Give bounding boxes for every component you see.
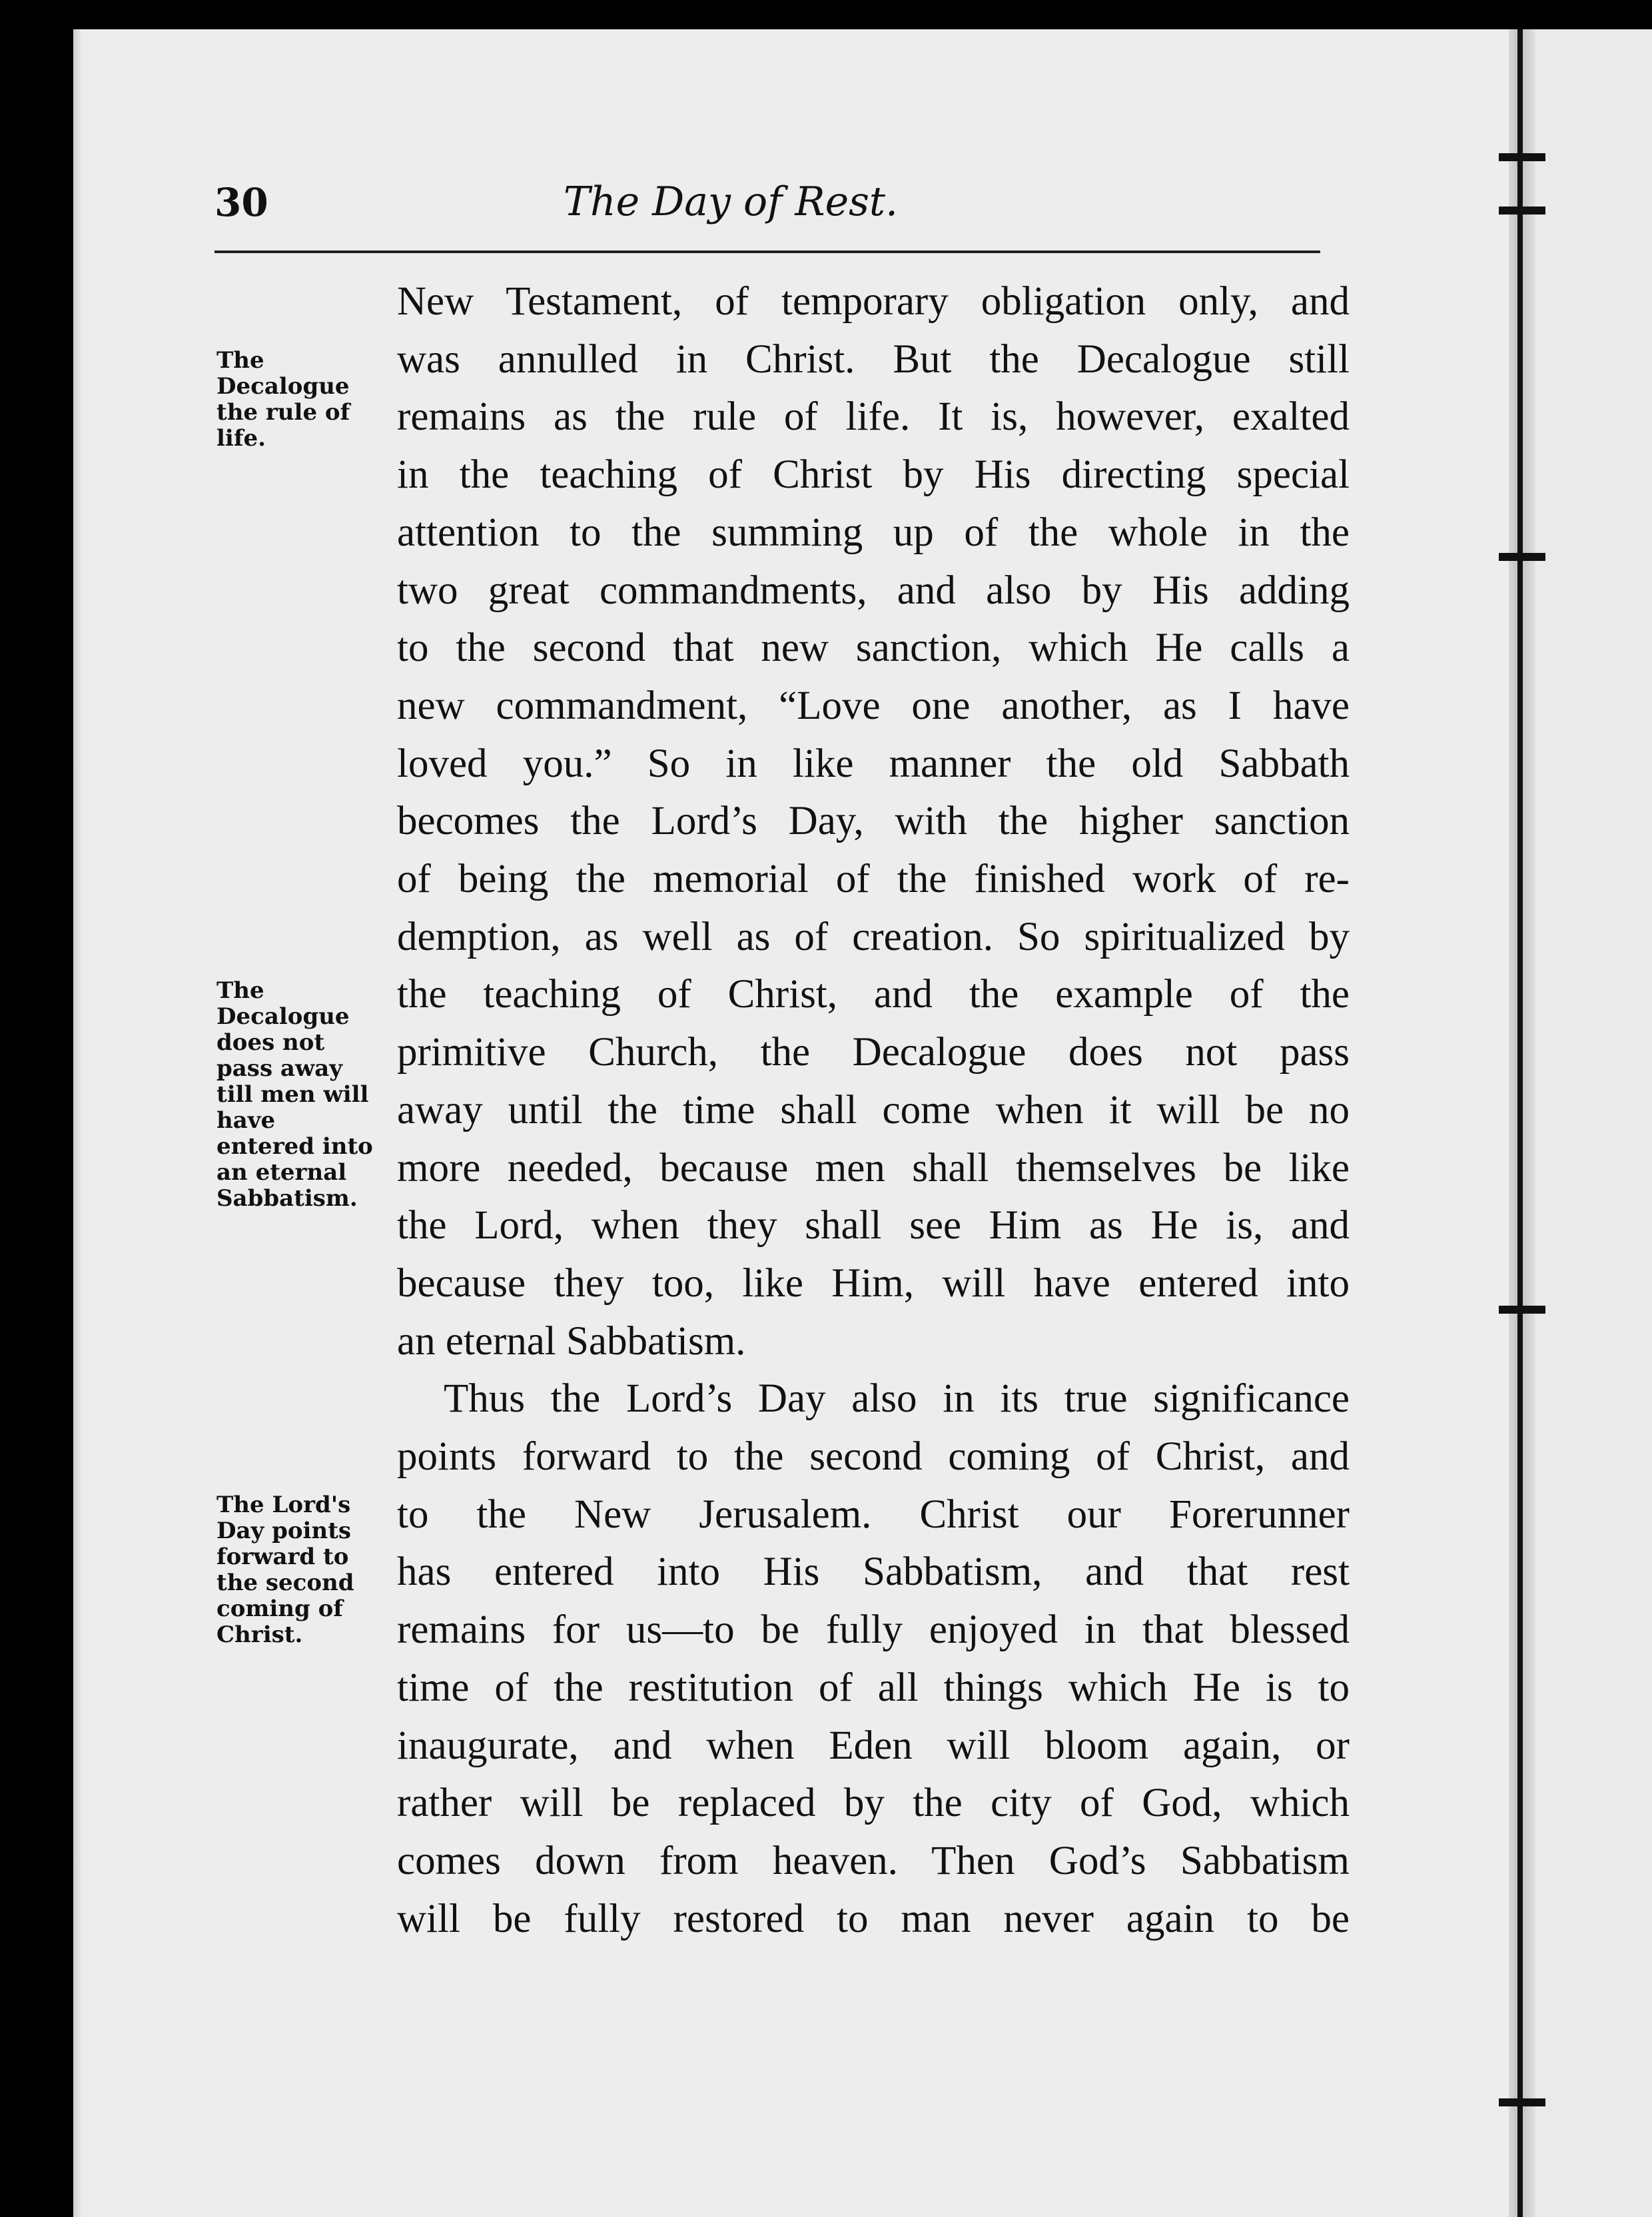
text-line: was annulled in Christ. But the Decalogue still — [397, 336, 1350, 382]
paragraph — [397, 273, 1350, 1370]
text-line: has entered into His Sabbatism, and that rest — [397, 1550, 1350, 1595]
page-left-edge — [73, 29, 83, 2217]
text-line: becomes the Lord’s Day, with the higher sanction — [397, 799, 1350, 844]
text-line: of being the memorial of the finished work of re- — [397, 857, 1350, 902]
text-line: New Testament, of temporary obligation only, and — [397, 279, 1350, 324]
text-line: more needed, because men shall themselves be like — [397, 1145, 1350, 1190]
sidenote-decalogue-not-pass: The Decalogue does not pass away till men will have entered into an eternal Sabbatism. — [216, 977, 373, 1212]
text-line: an eternal Sabbatism. — [397, 1318, 746, 1364]
binding-thread — [1517, 29, 1523, 2217]
text-line: the Lord, when they shall see Him as He is, and — [397, 1203, 1350, 1248]
text-line: Thus the Lord’s Day also in its true significance — [444, 1376, 1350, 1422]
binding-stitch — [1499, 153, 1545, 161]
text-line: two great commandments, and also by His adding — [397, 568, 1350, 613]
text-line: to the second that new sanction, which He calls a — [397, 626, 1350, 671]
text-line: time of the restitution of all things which He is to — [397, 1665, 1350, 1710]
sidenote-decalogue-rule: The Decalogue the rule of life. — [216, 347, 350, 452]
text-line: loved you.” So in like manner the old Sabbath — [397, 741, 1350, 786]
text-line: rather will be replaced by the city of God, which — [397, 1781, 1350, 1826]
text-line: inaugurate, and when Eden will bloom again, or — [397, 1723, 1350, 1768]
binding-stitch — [1499, 2098, 1545, 2106]
text-line: away until the time shall come when it will be no — [397, 1087, 1350, 1132]
binding-stitch — [1499, 1306, 1545, 1314]
text-line: primitive Church, the Decalogue does not pass — [397, 1030, 1350, 1075]
text-line: new commandment, “Love one another, as I have — [397, 683, 1350, 728]
text-line: points forward to the second coming of Christ, and — [397, 1434, 1350, 1480]
sidenote-lords-day: The Lord's Day points forward to the second coming of Christ. — [216, 1492, 354, 1648]
running-title: The Day of Rest. — [563, 179, 899, 225]
header-rule — [214, 250, 1320, 253]
facing-page-edge — [1535, 29, 1652, 2217]
text-line: because they too, like Him, will have entered into — [397, 1260, 1350, 1306]
text-line: remains as the rule of life. It is, however, exalted — [397, 394, 1350, 440]
body-text — [397, 273, 1350, 1948]
binding-stitch — [1499, 553, 1545, 561]
text-line: attention to the summing up of the whole in the — [397, 510, 1350, 555]
text-line: remains for us—to be fully enjoyed in that blessed — [397, 1607, 1350, 1653]
text-line: in the teaching of Christ by His directing special — [397, 452, 1350, 498]
paragraph — [397, 1370, 1350, 1948]
page-header — [214, 173, 1314, 240]
text-line: comes down from heaven. Then God’s Sabbatism — [397, 1838, 1350, 1883]
text-line: will be fully restored to man never again to be — [397, 1896, 1350, 1941]
page-number: 30 — [214, 180, 268, 225]
text-line: demption, as well as of creation. So spiritualized by — [397, 914, 1350, 959]
binding-stitch — [1499, 207, 1545, 215]
text-line: the teaching of Christ, and the example of the — [397, 972, 1350, 1017]
text-line: to the New Jerusalem. Christ our Forerunner — [397, 1492, 1350, 1537]
